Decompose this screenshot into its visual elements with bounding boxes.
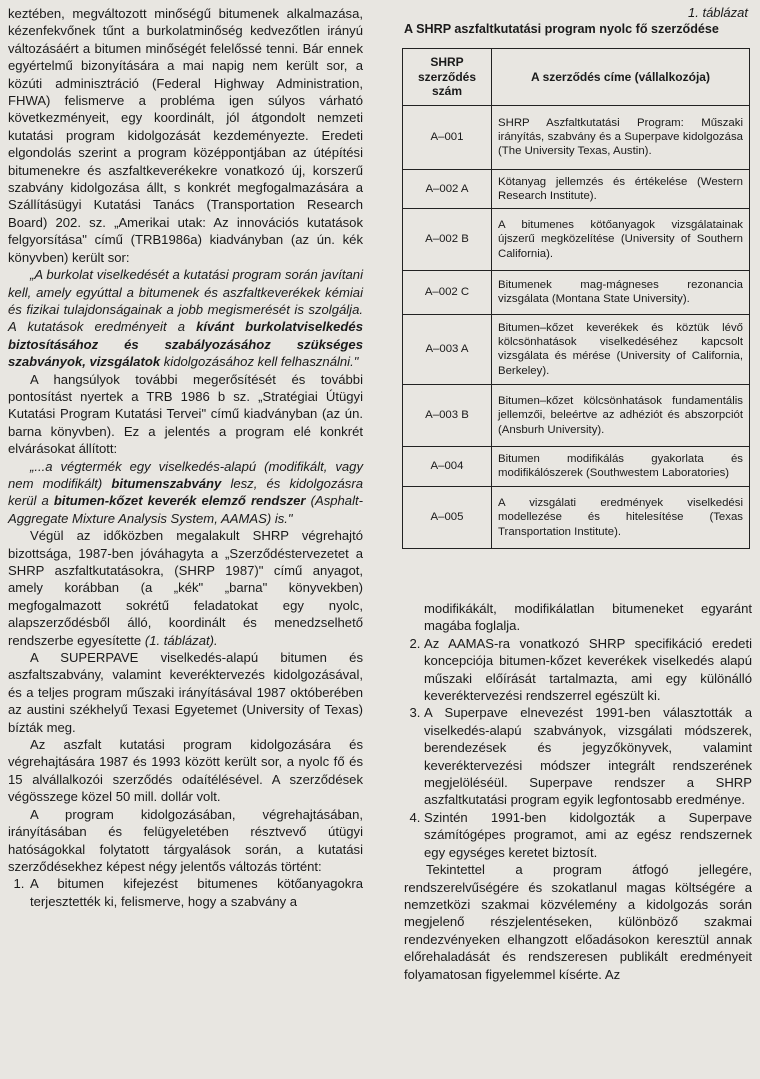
paragraph bbox=[8, 527, 363, 649]
quote-text: kidolgozásához kell felhasználni." bbox=[160, 354, 359, 370]
contract-code: A–003 A bbox=[403, 314, 492, 384]
column-header-code: SHRP szerződés szám bbox=[403, 49, 492, 106]
table-row bbox=[403, 270, 750, 314]
contract-code: A–005 bbox=[403, 486, 492, 548]
table-row bbox=[403, 105, 750, 169]
table-row bbox=[403, 384, 750, 446]
quote-brown-book bbox=[8, 458, 363, 528]
contract-title: A vizsgálati eredmények viselkedési modellezése és hitelesítése (Texas Transportation Institute). bbox=[492, 486, 750, 548]
contract-code: A–002 C bbox=[403, 270, 492, 314]
contract-title: Kötanyag jellemzés és értékelése (Western Research Institute). bbox=[492, 169, 750, 208]
table-reference: (1. táblázat). bbox=[144, 632, 218, 648]
column-header-title: A szerződés címe (vállalkozója) bbox=[492, 49, 750, 106]
right-text-column bbox=[404, 600, 752, 983]
contract-code: A–004 bbox=[403, 446, 492, 486]
list-item-continuation: modifikákált, modifikálatlan bitumeneket egyaránt magába foglalja. bbox=[424, 601, 752, 634]
paragraph: A SUPERPAVE viselkedés-alapú bitumen és aszfaltszabvány, valamint keveréktervezés kidolgozásával, és a teljes program műszaki irányításával 1987 októberében az austini székhelyű Texasi Egyetemet (University of Texas) bízták meg. bbox=[8, 650, 363, 735]
contract-title: Bitumen–kőzet kölcsönhatások fundamentális jellemzői, beleértve az adhéziót és abszorpciót (Ansburh University). bbox=[492, 384, 750, 446]
contract-code: A–002 B bbox=[403, 208, 492, 270]
changes-list-continued bbox=[404, 635, 752, 861]
list-item: 3. A Superpave elnevezést 1991-ben választották a viselkedés-alapú szabványok, vizsgálati módszerek, berendezések és jegyzőkönyvek, valamint keveréktervezési módszer integrált rendszerének megjelöléséül. Superpave rendszer a SHRP aszfaltkutatási program egyik legfontosabb eredménye. bbox=[424, 704, 752, 808]
table-title: A SHRP aszfaltkutatási program nyolc fő szerződése bbox=[404, 22, 719, 36]
table-row bbox=[403, 486, 750, 548]
table-row bbox=[403, 208, 750, 270]
left-text-column bbox=[8, 5, 363, 910]
list-item: 2. Az AAMAS-ra vonatkozó SHRP specifikáció eredeti koncepciója bitumen-kőzet keverékek viselkedés alapú műszaki előírását tartalmazta, ami egy különálló keveréktervezési rendszerrel egészült ki. bbox=[424, 635, 752, 705]
quote-text: „A burkolat viselkedését a kutatási program során javítani kell, amely egyúttal a bitumenek és aszfaltkeverékek kémiai és fizikai tulajdonságainak a jobb megismerését is szolgálja. A kutatások eredményeit a bbox=[8, 267, 363, 335]
quote-emphasis: bitumenszabvány bbox=[111, 475, 222, 491]
quote-emphasis: kívánt burkolatviselkedés biztosításához és szabályozásához szükséges szabványok, vizsgálatok bbox=[8, 319, 363, 370]
quote-text: lesz, és kidolgozásra kerül a bbox=[8, 475, 363, 509]
quote-blue-book bbox=[8, 266, 363, 370]
paragraph: keztében, megváltozott minőségű bitumenek alkalmazása, kézenfekvőnek tűnt a burkolatminőség kedvezőtlen irányú változásáért a bitumen minőségét felelőssé tenni. Bár ennek egyértelmű bizonyítására a mai napig nem került sor, a közúti adminisztráció (Federal Highway Administration, FHWA) felismerve a probléma igen súlyos várható következményeit, egy koordinált, jól átgondolt nemzeti kutatási program kidolgozását kezdeményezte. Eredeti elgondolás szerint a program középpontjában az útépítési bitumenekre és aszfaltkeverékekre vonatkozó új, korszerű szabvány kidolgozása állt, s konkrét megfogalmazására a Szállításügyi Kutatási Tanács (Transportation Research Board) 202. sz. „Amerikai utak: Az innovációs kutatások felgyorsítása" című (TRB1986a) kiadványban (az ún. kék könyvben) került sor: bbox=[8, 6, 363, 265]
paragraph-text: Végül az időközben megalakult SHRP végrehajtó bizottsága, 1987-ben jóváhagyta a „Szerződéstervezetet a SHRP aszfaltkutatásokra, (SHRP 1987)" című anyagot, amely korábban (a „kék" „barna" könyvekben) megfogalmazott sokrétű feladatokat egy nyolc, alapszerződésből álló, koordinált és menedzselhető rendszerbe egyesítette bbox=[8, 528, 363, 648]
contract-code: A–001 bbox=[403, 105, 492, 169]
contract-title: SHRP Aszfaltkutatási Program: Műszaki irányítás, szabvány és a Superpave kidolgozása (The University Texas, Austin). bbox=[492, 105, 750, 169]
contracts-table bbox=[402, 48, 750, 549]
quote-emphasis: bitumen-kőzet keverék elemző rendszer bbox=[53, 493, 306, 509]
contract-title: Bitumen–kőzet keverékek és köztük lévő kölcsönhatások viselkedéséhez kapcsolt vizsgálata és mérése (University of California, Berkeley). bbox=[492, 314, 750, 384]
quote-text: (Asphalt-Aggregate Mixture Analysis System, AAMAS) is." bbox=[8, 493, 363, 526]
paragraph: A hangsúlyok további megerősítését és további pontosítást nyertek a TRB 1986 b sz. „Stratégiai Útügyi Kutatási Program Kutatási Tervei" című kiadványban (az ún. barna könyvben). Ez a jelentés a program elé konkrét elvárásokat állított: bbox=[8, 371, 363, 457]
table-row bbox=[403, 169, 750, 208]
contract-title: Bitumen modifikálás gyakorlata és modifikálószerek (Southwestem Laboratories) bbox=[492, 446, 750, 486]
table-header-row bbox=[403, 49, 750, 106]
contract-code: A–003 B bbox=[403, 384, 492, 446]
table-row bbox=[403, 314, 750, 384]
paragraph: A program kidolgozásában, végrehajtásában, irányításában és felügyeletében résztvevő útügyi hatóságokkal folytatott tárgyalások során, a kutatási szerződésekhez képest négy jelentős változás történt: bbox=[8, 806, 363, 874]
contract-title: Bitumenek mag-mágneses rezonancia vizsgálata (Montana State University). bbox=[492, 270, 750, 314]
contract-title: A bitumenes kötőanyagok vizsgálatainak újszerű megközelítése (University of Southern California). bbox=[492, 208, 750, 270]
table-row bbox=[403, 446, 750, 486]
list-item: 4. Szintén 1991-ben kidolgozták a Superpave számítógépes programot, ami az egész rendszernek egy egységes keretet biztosít. bbox=[424, 809, 752, 861]
list-item: 1. A bitumen kifejezést bitumenes kötőanyagokra terjesztették ki, felismerve, hogy a szabvány a bbox=[28, 875, 363, 910]
table-number: 1. táblázat bbox=[688, 5, 748, 20]
paragraph: Tekintettel a program átfogó jellegére, rendszerelvűségére és szokatlanul magas költségére a nemzetközi szakmai közvélemény a kidolgozás során megjelenő részjelentéseken, különböző szakmai rendezvényeken elhangzott előadásokon keresztül annak előrehaladását és rendszeresen publikált eredményeit folyamatosan figyelemmel kísérte. Az bbox=[404, 862, 752, 982]
quote-text: „...a végtermék egy viselkedés-alapú (modifikált, vagy nem modifikált) bbox=[8, 458, 363, 491]
contract-code: A–002 A bbox=[403, 169, 492, 208]
paragraph: Az aszfalt kutatási program kidolgozására és végrehajtására 1987 és 1993 között került sor, a nyolc fő és 15 alvállalkozói szerződés odaítélésével. A szerződések végösszege közel 50 mill. dollár volt. bbox=[8, 737, 363, 805]
changes-list bbox=[8, 875, 363, 910]
